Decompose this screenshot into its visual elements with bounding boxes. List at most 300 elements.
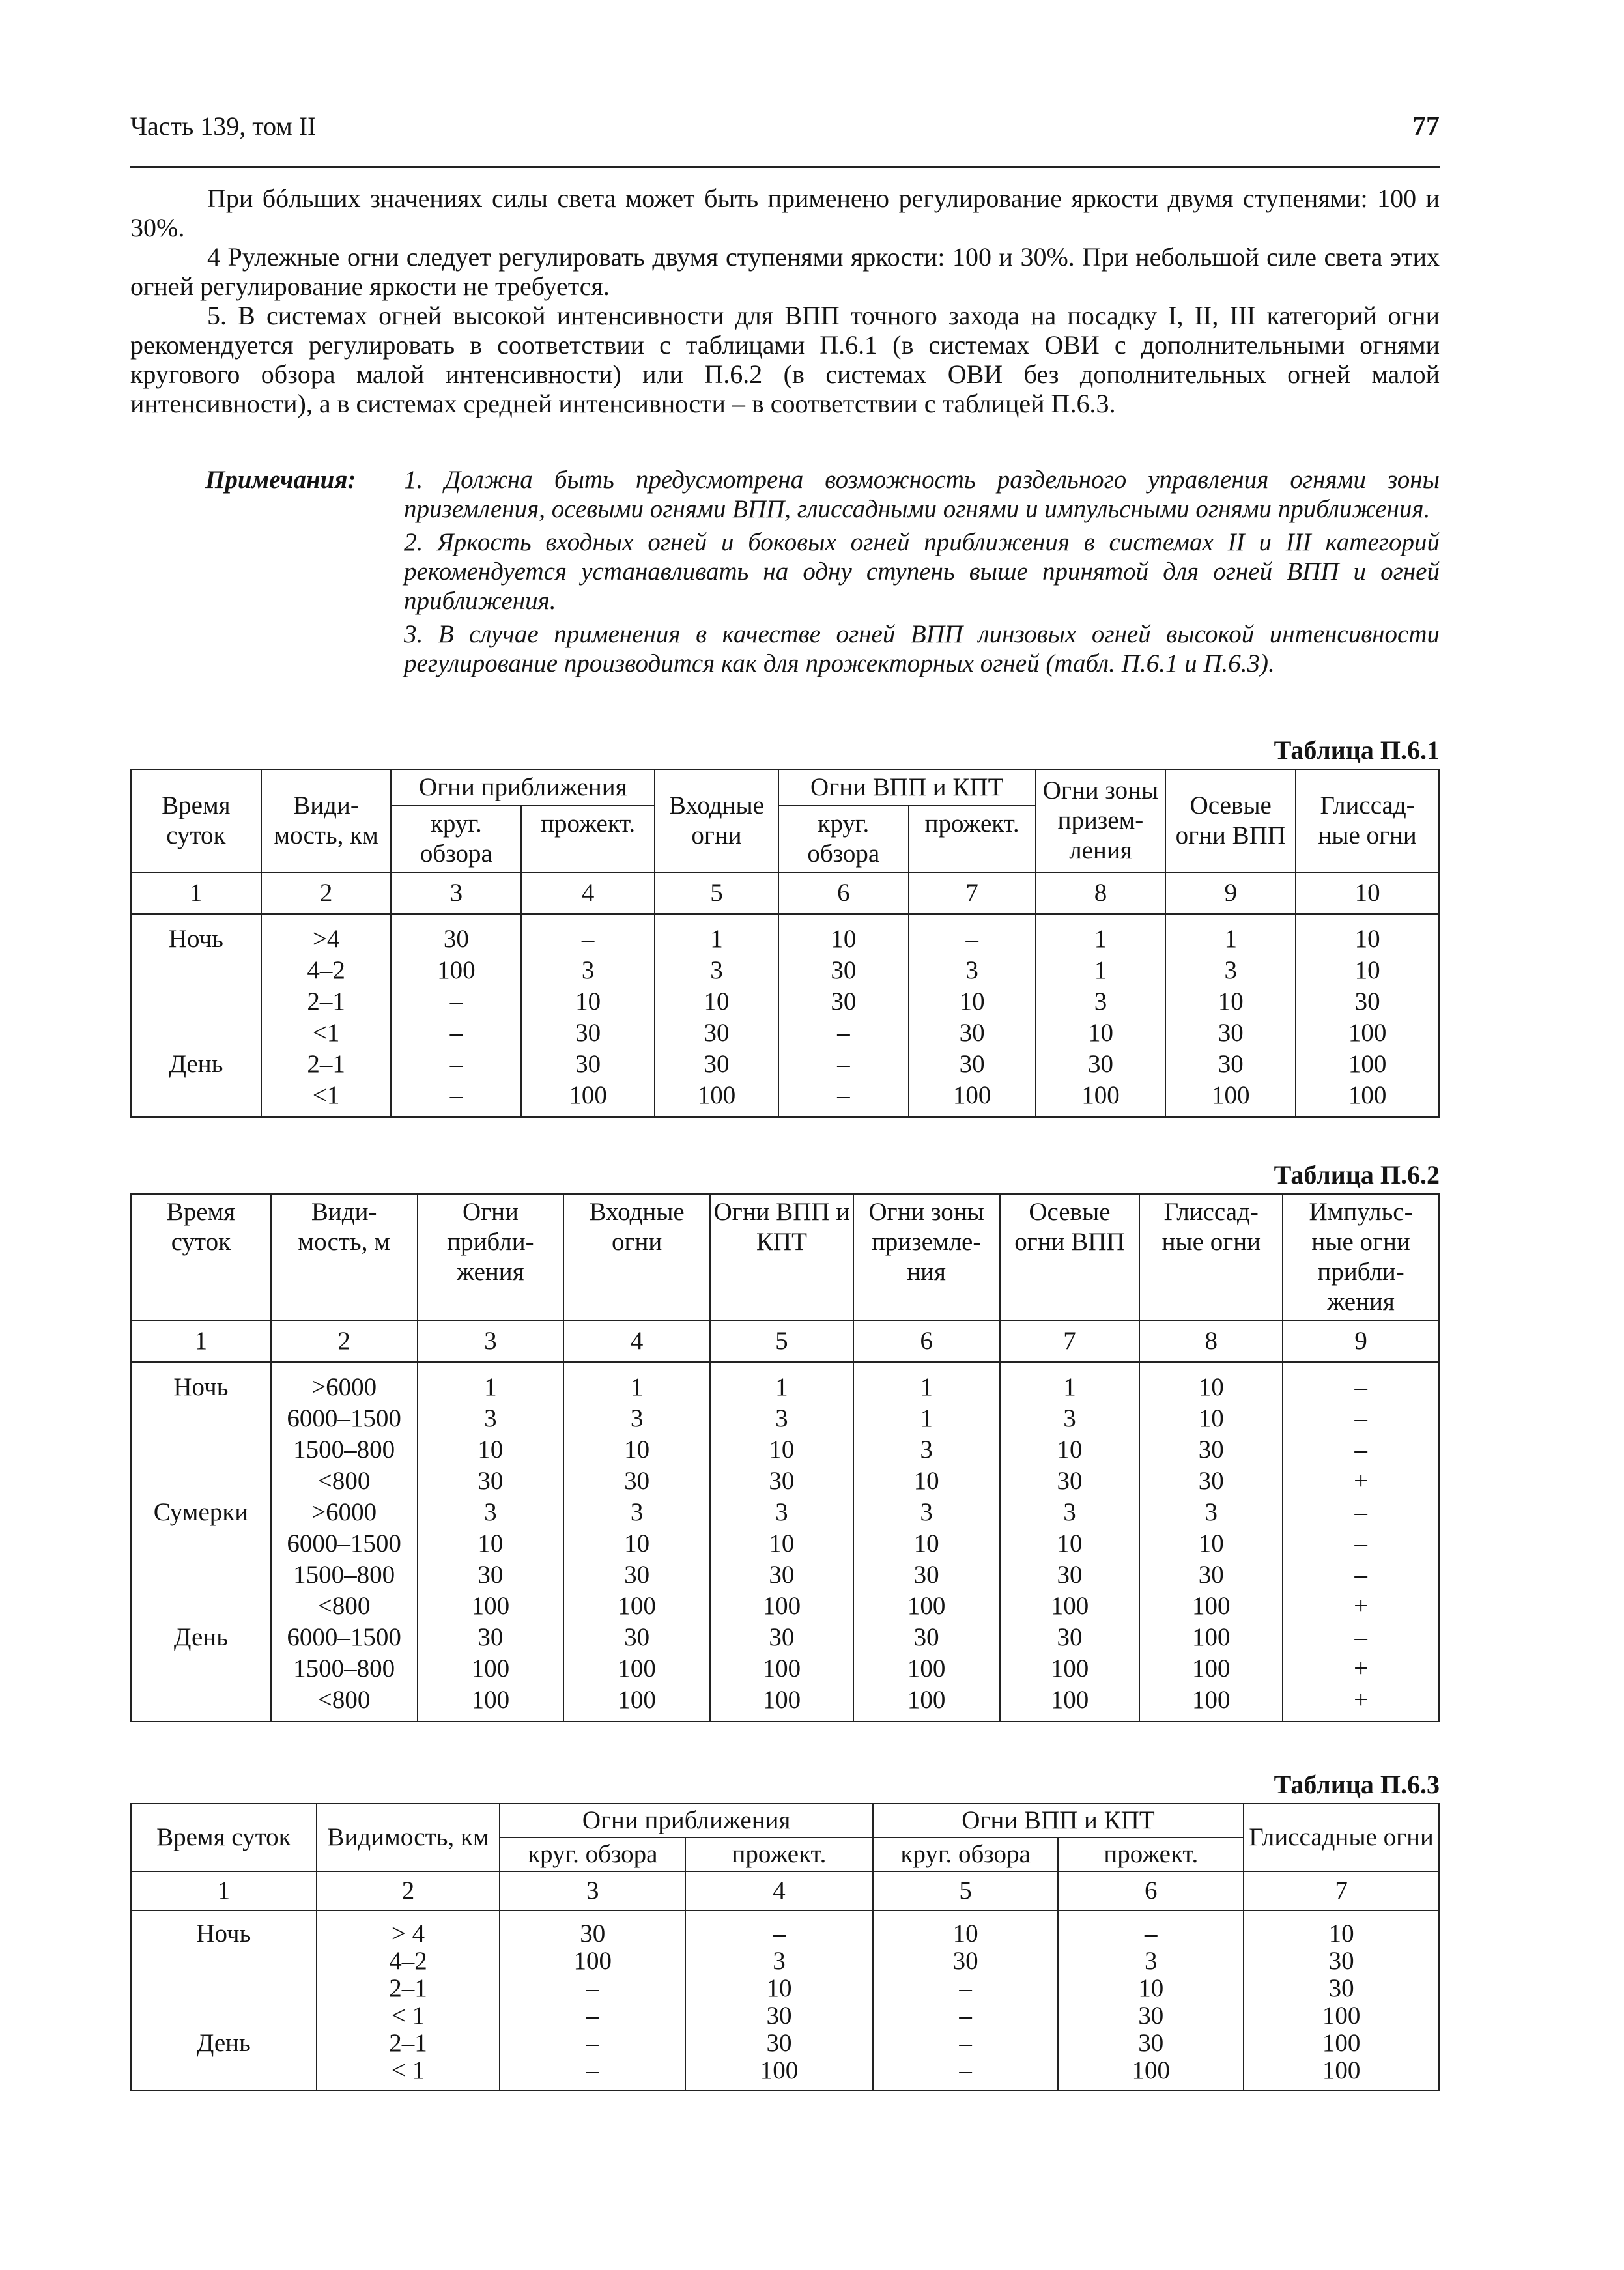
header-threshold: Входные огни xyxy=(563,1194,710,1320)
intensity-cell: 30 xyxy=(418,1622,564,1653)
notes-label: Примечания: xyxy=(205,466,356,494)
intensity-cell: – xyxy=(873,1975,1059,2002)
intensity-cell: 100 xyxy=(853,1591,1000,1622)
column-number-row xyxy=(131,872,1439,914)
visibility-cell: 1500–800 xyxy=(271,1434,418,1466)
intensity-cell: 10 xyxy=(521,986,655,1017)
intensity-cell: – xyxy=(1283,1497,1439,1528)
intensity-cell: 30 xyxy=(909,1049,1036,1080)
intensity-cell: 30 xyxy=(1139,1434,1283,1466)
intensity-cell: 100 xyxy=(685,2057,873,2090)
intensity-cell: 100 xyxy=(1296,1080,1439,1117)
header-approach: Огни приближения xyxy=(500,1804,872,1837)
intensity-cell: 100 xyxy=(1244,2030,1439,2057)
time-of-day-cell xyxy=(131,1591,271,1622)
table-row xyxy=(131,955,1439,986)
col-number: 3 xyxy=(418,1320,564,1362)
intensity-cell: 30 xyxy=(710,1466,853,1497)
table-row xyxy=(131,986,1439,1017)
time-of-day-cell xyxy=(131,1975,317,2002)
time-of-day-cell xyxy=(131,1403,271,1434)
intensity-cell: 100 xyxy=(710,1684,853,1722)
time-of-day-cell: День xyxy=(131,1622,271,1653)
col-number: 1 xyxy=(131,1871,317,1910)
intensity-cell: + xyxy=(1283,1591,1439,1622)
intensity-cell: 100 xyxy=(1000,1591,1140,1622)
intensity-cell: 30 xyxy=(1058,2002,1244,2030)
intensity-cell: 3 xyxy=(685,1948,873,1975)
intensity-cell: 10 xyxy=(853,1528,1000,1559)
visibility-cell: 2–1 xyxy=(317,1975,500,2002)
intensity-cell: 30 xyxy=(655,1017,778,1049)
header-glide: Глиссадные огни xyxy=(1244,1804,1439,1871)
subheader-circ: круг. обзора xyxy=(391,806,521,872)
time-of-day-cell xyxy=(131,1528,271,1559)
intensity-cell: 100 xyxy=(1296,1049,1439,1080)
table-row xyxy=(131,2030,1439,2057)
col-number: 1 xyxy=(131,872,261,914)
visibility-cell: <800 xyxy=(271,1466,418,1497)
intensity-cell: + xyxy=(1283,1684,1439,1722)
table-row xyxy=(131,1684,1439,1722)
intensity-cell: 30 xyxy=(1165,1049,1296,1080)
visibility-cell: >4 xyxy=(261,914,392,955)
intensity-cell: – xyxy=(391,1017,521,1049)
visibility-cell: 4–2 xyxy=(317,1948,500,1975)
time-of-day-cell: Сумерки xyxy=(131,1497,271,1528)
table-row xyxy=(131,1622,1439,1653)
intensity-cell: 3 xyxy=(521,955,655,986)
header-visibility: Видимость, км xyxy=(317,1804,500,1871)
intensity-cell: 30 xyxy=(1244,1948,1439,1975)
intensity-cell: 10 xyxy=(1000,1434,1140,1466)
intensity-cell: 30 xyxy=(1165,1017,1296,1049)
intensity-cell: 1 xyxy=(418,1362,564,1403)
intensity-cell: 100 xyxy=(563,1591,710,1622)
intensity-cell: 10 xyxy=(685,1975,873,2002)
intensity-cell: – xyxy=(500,2030,685,2057)
subheader-circ: круг. обзора xyxy=(778,806,909,872)
intensity-cell: 3 xyxy=(1000,1497,1140,1528)
intensity-cell: 100 xyxy=(909,1080,1036,1117)
col-number: 8 xyxy=(1139,1320,1283,1362)
intensity-cell: 100 xyxy=(500,1948,685,1975)
intensity-cell: 30 xyxy=(710,1559,853,1591)
intensity-cell: 1 xyxy=(1000,1362,1140,1403)
intensity-cell: – xyxy=(778,1017,909,1049)
intensity-cell: – xyxy=(1283,1434,1439,1466)
visibility-cell: 4–2 xyxy=(261,955,392,986)
intensity-cell: 3 xyxy=(655,955,778,986)
intensity-cell: 1 xyxy=(853,1362,1000,1403)
intensity-cell: 100 xyxy=(1139,1653,1283,1684)
paragraph: 4 Рулежные огни следует регулировать двумя ступенями яркости: 100 и 30%. При небольшой силе света этих огней регулирование яркости не требуется. xyxy=(130,242,1440,301)
intensity-cell: 100 xyxy=(1058,2057,1244,2090)
intensity-cell: 100 xyxy=(853,1684,1000,1722)
paragraph: 5. В системах огней высокой интенсивности для ВПП точного захода на посадку I, II, III категорий огни рекомендуется регулировать в соответствии с таблицами П.6.1 (в системах ОВИ с дополнительными огнями кругового обзора малой интенсивности) или П.6.2 (в системах ОВИ без дополнительных огней малой интенсивности), а в системах средней интенсивности – в соответствии с таблицей П.6.3. xyxy=(130,301,1440,418)
intensity-cell: 1 xyxy=(563,1362,710,1403)
intensity-cell: 3 xyxy=(1139,1497,1283,1528)
header-runway: Огни ВПП и КПТ xyxy=(873,1804,1244,1837)
intensity-cell: 3 xyxy=(1058,1948,1244,1975)
intensity-cell: – xyxy=(685,1910,873,1948)
time-of-day-cell xyxy=(131,1434,271,1466)
intensity-cell: 30 xyxy=(778,986,909,1017)
table-row xyxy=(131,1653,1439,1684)
intensity-cell: 30 xyxy=(563,1559,710,1591)
note-item: 2. Яркость входных огней и боковых огней приближения в системах II и III категорий рекомендуется устанавливать на одну ступень выше принятой для огней ВПП и огней приближения. xyxy=(404,528,1440,615)
col-number: 3 xyxy=(391,872,521,914)
intensity-cell: 1 xyxy=(1165,914,1296,955)
table-p62 xyxy=(130,1193,1440,1722)
intensity-cell: 30 xyxy=(1296,986,1439,1017)
col-number: 10 xyxy=(1296,872,1439,914)
intensity-cell: 1 xyxy=(655,914,778,955)
table-row xyxy=(131,1362,1439,1403)
intensity-cell: – xyxy=(909,914,1036,955)
intensity-cell: 30 xyxy=(1139,1466,1283,1497)
intensity-cell: 3 xyxy=(710,1497,853,1528)
col-number: 4 xyxy=(521,872,655,914)
intensity-cell: – xyxy=(391,1080,521,1117)
visibility-cell: 1500–800 xyxy=(271,1653,418,1684)
intensity-cell: – xyxy=(500,1975,685,2002)
table-row xyxy=(131,1403,1439,1434)
time-of-day-cell: Ночь xyxy=(131,1910,317,1948)
table-row xyxy=(131,1948,1439,1975)
intensity-cell: 30 xyxy=(521,1049,655,1080)
intensity-cell: 3 xyxy=(563,1403,710,1434)
intensity-cell: 3 xyxy=(1036,986,1166,1017)
intensity-cell: 10 xyxy=(873,1910,1059,1948)
time-of-day-cell: Ночь xyxy=(131,914,261,955)
visibility-cell: 6000–1500 xyxy=(271,1528,418,1559)
header-approach: Огни приближения xyxy=(391,769,655,806)
intensity-cell: 100 xyxy=(418,1591,564,1622)
intensity-cell: 30 xyxy=(418,1559,564,1591)
intensity-cell: 10 xyxy=(563,1528,710,1559)
table-row xyxy=(131,1975,1439,2002)
subheader-proj: прожект. xyxy=(521,806,655,872)
time-of-day-cell: День xyxy=(131,1049,261,1080)
header-flashing: Импульс- ные огни прибли- жения xyxy=(1283,1194,1439,1320)
intensity-cell: – xyxy=(1283,1622,1439,1653)
intensity-cell: 30 xyxy=(391,914,521,955)
intensity-cell: 3 xyxy=(909,955,1036,986)
col-number: 6 xyxy=(778,872,909,914)
intensity-cell: 1 xyxy=(710,1362,853,1403)
col-number: 4 xyxy=(685,1871,873,1910)
intensity-cell: 30 xyxy=(563,1466,710,1497)
intensity-cell: 10 xyxy=(1139,1528,1283,1559)
intensity-cell: – xyxy=(778,1080,909,1117)
col-number: 5 xyxy=(655,872,778,914)
intensity-cell: 10 xyxy=(778,914,909,955)
visibility-cell: > 4 xyxy=(317,1910,500,1948)
table-row xyxy=(131,1049,1439,1080)
table-row xyxy=(131,1434,1439,1466)
header-time: Время суток xyxy=(131,769,261,872)
intensity-cell: – xyxy=(873,2057,1059,2090)
time-of-day-cell xyxy=(131,955,261,986)
subheader-proj: прожект. xyxy=(1058,1837,1244,1871)
subheader-circ: круг. обзора xyxy=(873,1837,1059,1871)
time-of-day-cell xyxy=(131,1017,261,1049)
note-item: 3. В случае применения в качестве огней ВПП линзовых огней высокой интенсивности регулирование производится как для прожекторных огней (табл. П.6.1 и П.6.3). xyxy=(404,620,1440,677)
col-number: 2 xyxy=(317,1871,500,1910)
intensity-cell: 10 xyxy=(418,1528,564,1559)
intensity-cell: 100 xyxy=(418,1684,564,1722)
col-number: 2 xyxy=(271,1320,418,1362)
col-number: 5 xyxy=(873,1871,1059,1910)
intensity-cell: 100 xyxy=(563,1653,710,1684)
intensity-cell: 30 xyxy=(418,1466,564,1497)
intensity-cell: 1 xyxy=(853,1403,1000,1434)
intensity-cell: 10 xyxy=(710,1434,853,1466)
intensity-cell: 3 xyxy=(853,1434,1000,1466)
table-p63 xyxy=(130,1803,1440,2091)
visibility-cell: <1 xyxy=(261,1017,392,1049)
intensity-cell: 100 xyxy=(1036,1080,1166,1117)
intensity-cell: – xyxy=(1283,1403,1439,1434)
intensity-cell: 30 xyxy=(685,2030,873,2057)
intensity-cell: 3 xyxy=(710,1403,853,1434)
column-number-row xyxy=(131,1871,1439,1910)
visibility-cell: 2–1 xyxy=(261,986,392,1017)
intensity-cell: 100 xyxy=(1139,1622,1283,1653)
intensity-cell: 100 xyxy=(655,1080,778,1117)
visibility-cell: <800 xyxy=(271,1591,418,1622)
intensity-cell: 10 xyxy=(1000,1528,1140,1559)
time-of-day-cell xyxy=(131,1559,271,1591)
col-number: 6 xyxy=(853,1320,1000,1362)
time-of-day-cell xyxy=(131,1466,271,1497)
intensity-cell: 100 xyxy=(1139,1684,1283,1722)
visibility-cell: < 1 xyxy=(317,2057,500,2090)
intensity-cell: 1 xyxy=(1036,955,1166,986)
table-row xyxy=(131,1591,1439,1622)
header-visibility: Види- мость, км xyxy=(261,769,392,872)
time-of-day-cell xyxy=(131,2002,317,2030)
table-row xyxy=(131,1910,1439,1948)
intensity-cell: 100 xyxy=(1139,1591,1283,1622)
table-row xyxy=(131,2057,1439,2090)
intensity-cell: + xyxy=(1283,1466,1439,1497)
intensity-cell: 1 xyxy=(1036,914,1166,955)
header-time: Время суток xyxy=(131,1804,317,1871)
header-time: Время суток xyxy=(131,1194,271,1320)
visibility-cell: <800 xyxy=(271,1684,418,1722)
page-header xyxy=(130,111,1440,150)
intensity-cell: – xyxy=(391,986,521,1017)
header-glide: Глиссад- ные огни xyxy=(1296,769,1439,872)
note-item: 1. Должна быть предусмотрена возможность раздельного управления огнями зоны приземления, осевыми огнями ВПП, глиссадными огнями и импульсными огнями приближения. xyxy=(404,466,1440,523)
table-row xyxy=(131,1497,1439,1528)
header-centerline: Осевые огни ВПП xyxy=(1000,1194,1140,1320)
intensity-cell: 30 xyxy=(1036,1049,1166,1080)
intensity-cell: 10 xyxy=(1036,1017,1166,1049)
intensity-cell: 100 xyxy=(418,1653,564,1684)
time-of-day-cell xyxy=(131,1080,261,1117)
intensity-cell: 100 xyxy=(1244,2057,1439,2090)
visibility-cell: >6000 xyxy=(271,1497,418,1528)
intensity-cell: 100 xyxy=(1000,1684,1140,1722)
body-text xyxy=(130,184,1440,418)
intensity-cell: 30 xyxy=(1139,1559,1283,1591)
intensity-cell: 10 xyxy=(909,986,1036,1017)
intensity-cell: 100 xyxy=(563,1684,710,1722)
intensity-cell: 30 xyxy=(1000,1622,1140,1653)
header-glide: Глиссад- ные огни xyxy=(1139,1194,1283,1320)
intensity-cell: 30 xyxy=(909,1017,1036,1049)
intensity-cell: 10 xyxy=(563,1434,710,1466)
col-number: 8 xyxy=(1036,872,1166,914)
visibility-cell: 2–1 xyxy=(317,2030,500,2057)
intensity-cell: 10 xyxy=(1296,914,1439,955)
subheader-proj: прожект. xyxy=(685,1837,873,1871)
intensity-cell: 10 xyxy=(1296,955,1439,986)
intensity-cell: 100 xyxy=(710,1591,853,1622)
table-row xyxy=(131,1466,1439,1497)
intensity-cell: – xyxy=(1283,1362,1439,1403)
intensity-cell: – xyxy=(778,1049,909,1080)
header-tdz: Огни зоны приземле- ния xyxy=(853,1194,1000,1320)
header-runway: Огни ВПП и КПТ xyxy=(778,769,1036,806)
col-number: 4 xyxy=(563,1320,710,1362)
visibility-cell: >6000 xyxy=(271,1362,418,1403)
time-of-day-cell xyxy=(131,986,261,1017)
intensity-cell: – xyxy=(500,2057,685,2090)
intensity-cell: 100 xyxy=(710,1653,853,1684)
header-runway: Огни ВПП и КПТ xyxy=(710,1194,853,1320)
intensity-cell: 30 xyxy=(853,1622,1000,1653)
col-number: 3 xyxy=(500,1871,685,1910)
subheader-circ: круг. обзора xyxy=(500,1837,685,1871)
paragraph: При бóльших значениях силы света может быть применено регулирование яркости двумя ступенями: 100 и 30%. xyxy=(130,184,1440,242)
intensity-cell: 10 xyxy=(1058,1975,1244,2002)
intensity-cell: 10 xyxy=(418,1434,564,1466)
intensity-cell: + xyxy=(1283,1653,1439,1684)
intensity-cell: 3 xyxy=(418,1403,564,1434)
intensity-cell: 30 xyxy=(685,2002,873,2030)
intensity-cell: 30 xyxy=(1000,1559,1140,1591)
time-of-day-cell: Ночь xyxy=(131,1362,271,1403)
intensity-cell: 30 xyxy=(1244,1975,1439,2002)
visibility-cell: 6000–1500 xyxy=(271,1622,418,1653)
header-threshold: Входные огни xyxy=(655,769,778,872)
table-caption: Таблица П.6.3 xyxy=(1274,1770,1440,1799)
intensity-cell: 30 xyxy=(710,1622,853,1653)
header-centerline: Осевые огни ВПП xyxy=(1165,769,1296,872)
table-row xyxy=(131,2002,1439,2030)
intensity-cell: – xyxy=(1058,1910,1244,1948)
intensity-cell: – xyxy=(521,914,655,955)
table-row xyxy=(131,914,1439,955)
table-row xyxy=(131,1080,1439,1117)
col-number: 2 xyxy=(261,872,392,914)
intensity-cell: 3 xyxy=(853,1497,1000,1528)
table-p61 xyxy=(130,769,1440,1118)
visibility-cell: 2–1 xyxy=(261,1049,392,1080)
intensity-cell: 30 xyxy=(1058,2030,1244,2057)
col-number: 9 xyxy=(1165,872,1296,914)
intensity-cell: 30 xyxy=(778,955,909,986)
intensity-cell: 30 xyxy=(500,1910,685,1948)
header-visibility: Види- мость, м xyxy=(271,1194,418,1320)
intensity-cell: 100 xyxy=(853,1653,1000,1684)
running-head: Часть 139, том II xyxy=(130,111,317,141)
intensity-cell: – xyxy=(500,2002,685,2030)
intensity-cell: 30 xyxy=(873,1948,1059,1975)
intensity-cell: 3 xyxy=(1000,1403,1140,1434)
intensity-cell: 30 xyxy=(521,1017,655,1049)
intensity-cell: – xyxy=(1283,1559,1439,1591)
time-of-day-cell xyxy=(131,2057,317,2090)
col-number: 7 xyxy=(1000,1320,1140,1362)
intensity-cell: 30 xyxy=(853,1559,1000,1591)
col-number: 7 xyxy=(909,872,1036,914)
time-of-day-cell xyxy=(131,1653,271,1684)
intensity-cell: 100 xyxy=(391,955,521,986)
intensity-cell: 30 xyxy=(1000,1466,1140,1497)
intensity-cell: 100 xyxy=(1296,1017,1439,1049)
intensity-cell: 3 xyxy=(1165,955,1296,986)
time-of-day-cell xyxy=(131,1684,271,1722)
intensity-cell: 100 xyxy=(1244,2002,1439,2030)
col-number: 9 xyxy=(1283,1320,1439,1362)
header-rule xyxy=(130,166,1440,168)
time-of-day-cell xyxy=(131,1948,317,1975)
col-number: 1 xyxy=(131,1320,271,1362)
intensity-cell: 10 xyxy=(710,1528,853,1559)
intensity-cell: – xyxy=(1283,1528,1439,1559)
intensity-cell: 100 xyxy=(1165,1080,1296,1117)
visibility-cell: 1500–800 xyxy=(271,1559,418,1591)
intensity-cell: – xyxy=(873,2002,1059,2030)
page-number: 77 xyxy=(1412,111,1440,141)
intensity-cell: 10 xyxy=(1244,1910,1439,1948)
visibility-cell: <1 xyxy=(261,1080,392,1117)
col-number: 7 xyxy=(1244,1871,1439,1910)
visibility-cell: 6000–1500 xyxy=(271,1403,418,1434)
header-approach: Огни прибли- жения xyxy=(418,1194,564,1320)
intensity-cell: 30 xyxy=(563,1622,710,1653)
intensity-cell: 100 xyxy=(521,1080,655,1117)
intensity-cell: 3 xyxy=(418,1497,564,1528)
intensity-cell: 10 xyxy=(853,1466,1000,1497)
intensity-cell: 3 xyxy=(563,1497,710,1528)
subheader-proj: прожект. xyxy=(909,806,1036,872)
intensity-cell: 10 xyxy=(1139,1403,1283,1434)
col-number: 6 xyxy=(1058,1871,1244,1910)
time-of-day-cell: День xyxy=(131,2030,317,2057)
intensity-cell: 10 xyxy=(1165,986,1296,1017)
table-caption: Таблица П.6.1 xyxy=(1274,735,1440,765)
table-row xyxy=(131,1017,1439,1049)
intensity-cell: 10 xyxy=(1139,1362,1283,1403)
table-row xyxy=(131,1559,1439,1591)
intensity-cell: – xyxy=(873,2030,1059,2057)
intensity-cell: 10 xyxy=(655,986,778,1017)
header-tdz: Огни зоны призем- ления xyxy=(1036,769,1166,872)
intensity-cell: 30 xyxy=(655,1049,778,1080)
column-number-row xyxy=(131,1320,1439,1362)
intensity-cell: 100 xyxy=(1000,1653,1140,1684)
col-number: 5 xyxy=(710,1320,853,1362)
intensity-cell: – xyxy=(391,1049,521,1080)
table-caption: Таблица П.6.2 xyxy=(1274,1160,1440,1189)
table-row xyxy=(131,1528,1439,1559)
